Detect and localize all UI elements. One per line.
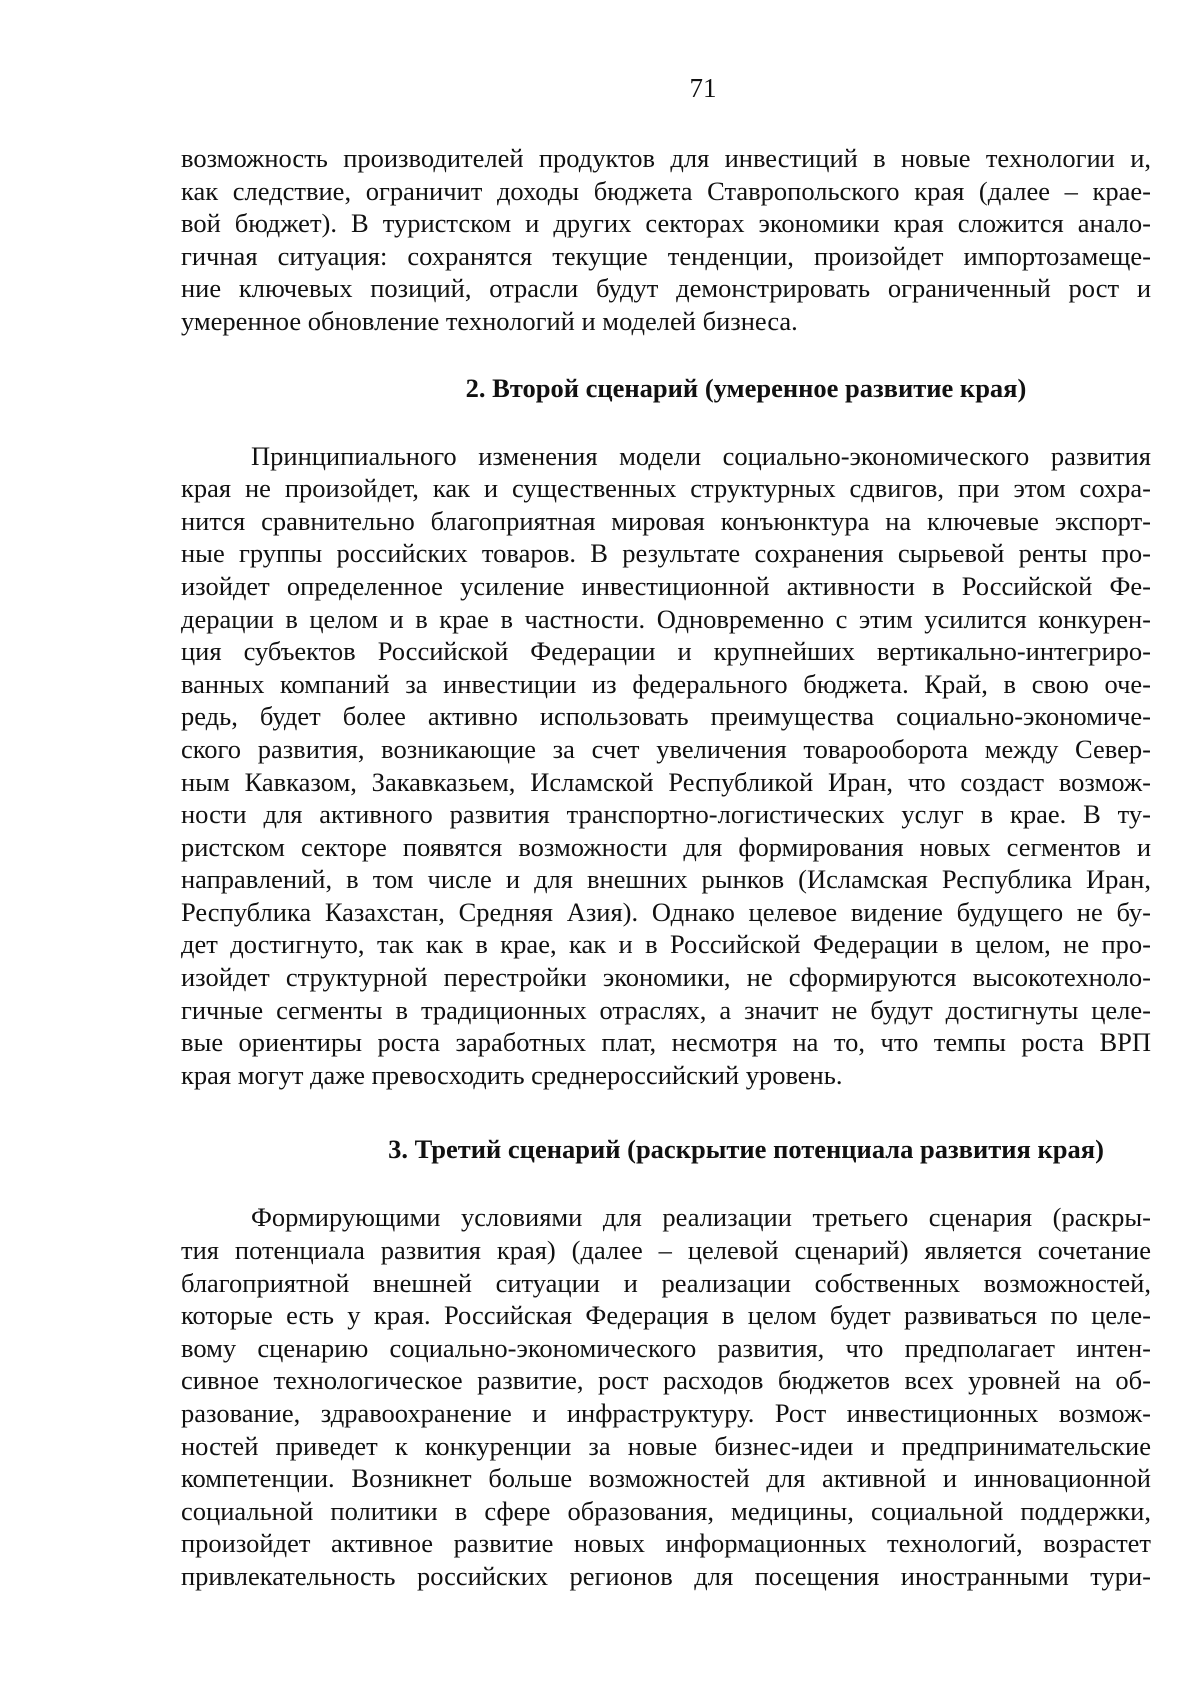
text-line: края могут даже превосходить среднероссийский уровень.	[181, 1059, 843, 1090]
text-line: ности для активного развития транспортно-логистических услуг в крае. В ту-	[181, 799, 1151, 830]
text-line: Принципиального изменения модели социально-экономического развития	[251, 440, 1151, 471]
text-line: Республика Казахстан, Средняя Азия). Однако целевое видение будущего не бу-	[181, 896, 1151, 927]
text-line: направлений, в том числе и для внешних рынков (Исламская Республика Иран,	[181, 864, 1151, 895]
text-line: ным Кавказом, Закавказьем, Исламской Республикой Иран, что создаст возмож-	[181, 766, 1151, 797]
text-line: вой бюджет). В туристском и других секторах экономики края сложится анало-	[181, 208, 1151, 239]
text-line: дет достигнуто, так как в крае, как и в Российской Федерации в целом, не про-	[181, 929, 1151, 960]
text-line: привлекательность российских регионов для посещения иностранными тури-	[181, 1560, 1151, 1591]
text-line: сивное технологическое развитие, рост расходов бюджетов всех уровней на об-	[181, 1365, 1151, 1396]
text-line: произойдет активное развитие новых информационных технологий, возрастет	[181, 1528, 1151, 1559]
text-line: компетенции. Возникнет больше возможностей для активной и инновационной	[181, 1463, 1151, 1494]
text-line: возможность производителей продуктов для инвестиций в новые технологии и,	[181, 143, 1151, 173]
text-line: ванных компаний за инвестиции из федерального бюджета. Край, в свою оче-	[181, 668, 1151, 699]
text-line: ные группы российских товаров. В результате сохранения сырьевой ренты про-	[181, 538, 1151, 569]
text-line: края не произойдет, как и существенных структурных сдвигов, при этом сохра-	[181, 473, 1151, 504]
text-line: социальной политики в сфере образования, медицины, социальной поддержки,	[181, 1495, 1151, 1526]
text-line: тия потенциала развития края) (далее – целевой сценарий) является сочетание	[181, 1235, 1151, 1266]
text-line: гичная ситуация: сохранятся текущие тенденции, произойдет импортозамеще-	[181, 240, 1151, 271]
section-heading-third-scenario: 3. Третий сценарий (раскрытие потенциала развития края)	[388, 1134, 1104, 1165]
text-line: ностей приведет к конкуренции за новые бизнес-идеи и предпринимательские	[181, 1430, 1151, 1461]
text-line: умеренное обновление технологий и моделей бизнеса.	[181, 305, 798, 336]
text-line: нится сравнительно благоприятная мировая конъюнктура на ключевые экспорт-	[181, 505, 1151, 536]
page-content	[181, 142, 1151, 1593]
text-line: ристском секторе появятся возможности для формирования новых сегментов и	[181, 831, 1151, 862]
text-line: благоприятной внешней ситуации и реализации собственных возможностей,	[181, 1267, 1151, 1298]
text-line: изойдет структурной перестройки экономики, не сформируются высокотехноло-	[181, 962, 1151, 993]
paragraph-continuation	[181, 142, 1151, 338]
text-line: редь, будет более активно использовать преимущества социально-экономиче-	[181, 701, 1151, 732]
text-line: вые ориентиры роста заработных плат, несмотря на то, что темпы роста ВРП	[181, 1027, 1151, 1058]
text-line: как следствие, ограничит доходы бюджета Ставропольского края (далее – крае-	[181, 175, 1151, 206]
text-line: ского развития, возникающие за счет увеличения товарооборота между Север-	[181, 733, 1151, 764]
text-line: разование, здравоохранение и инфраструктуру. Рост инвестиционных возмож-	[181, 1398, 1151, 1428]
text-line: ние ключевых позиций, отрасли будут демонстрировать ограниченный рост и	[181, 273, 1151, 304]
text-line: дерации в целом и в крае в частности. Одновременно с этим усилится конкурен-	[181, 603, 1151, 634]
text-line: изойдет определенное усиление инвестиционной активности в Российской Фе-	[181, 570, 1151, 601]
page-number: 71	[689, 73, 717, 103]
text-line: ция субъектов Российской Федерации и крупнейших вертикально-интегриро-	[181, 636, 1151, 667]
text-line: Формирующими условиями для реализации третьего сценария (раскры-	[251, 1202, 1151, 1233]
text-line: которые есть у края. Российская Федерация в целом будет развиваться по целе-	[181, 1300, 1151, 1331]
section-heading-second-scenario: 2. Второй сценарий (умеренное развитие края)	[465, 372, 1027, 403]
paragraph-third-scenario	[181, 1201, 1151, 1592]
text-line: гичные сегменты в традиционных отраслях, а значит не будут достигнуты целе-	[181, 994, 1151, 1025]
text-line: вому сценарию социально-экономического развития, что предполагает интен-	[181, 1332, 1151, 1363]
paragraph-second-scenario	[181, 440, 1151, 1092]
